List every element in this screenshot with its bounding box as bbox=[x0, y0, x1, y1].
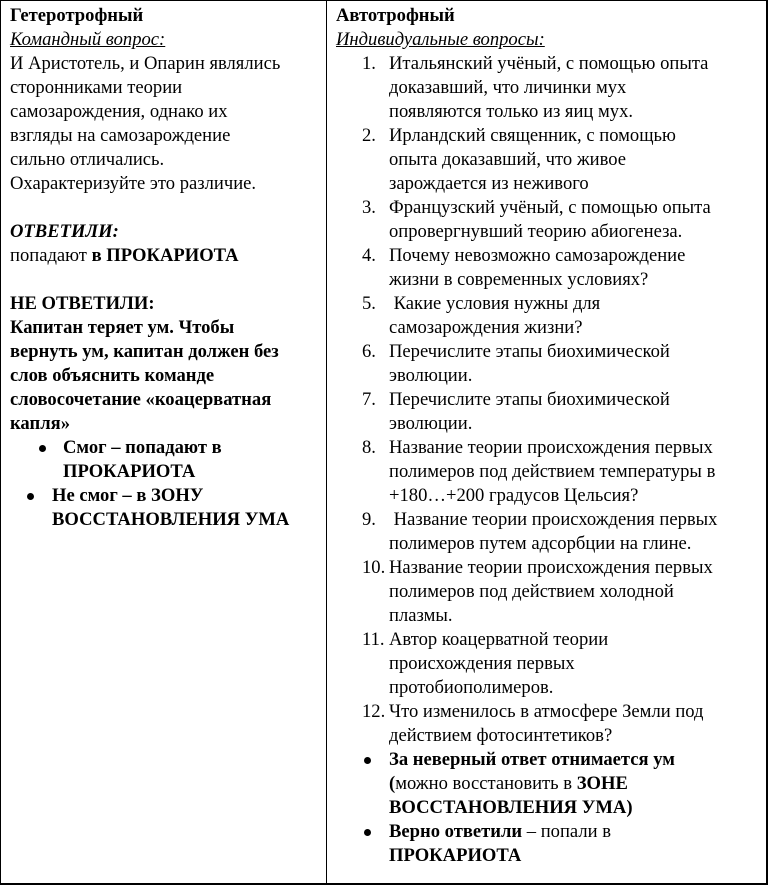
bullet-icon bbox=[364, 829, 371, 836]
question-line: Перечислите этапы биохимической bbox=[389, 389, 670, 410]
rule-line: ПРОКАРИОТА bbox=[389, 845, 522, 866]
question-number: 7. bbox=[362, 389, 376, 410]
question-line: протобиополимеров. bbox=[389, 677, 554, 698]
rule-line bbox=[389, 772, 766, 796]
bullet-line: Смог – попадают в bbox=[63, 437, 222, 458]
question-line: самозарождения жизни? bbox=[389, 317, 583, 338]
rule-line: ВОССТАНОВЛЕНИЯ УМА) bbox=[389, 797, 633, 818]
bullet-icon bbox=[27, 493, 34, 500]
question-item bbox=[336, 292, 766, 340]
question-item bbox=[336, 388, 766, 436]
answered-label: ОТВЕТИЛИ: bbox=[10, 221, 119, 242]
question-line: зарождается из неживого bbox=[389, 173, 589, 194]
answered-text: попадают bbox=[10, 245, 92, 266]
answered-destination: в ПРОКАРИОТА bbox=[91, 245, 239, 266]
question-line: происхождения первых bbox=[389, 653, 575, 674]
question-line: действием фотосинтетиков? bbox=[389, 725, 613, 746]
question-number: 11. bbox=[362, 629, 385, 650]
question-number: 9. bbox=[362, 509, 376, 530]
task-line: Капитан теряет ум. Чтобы bbox=[10, 317, 235, 338]
question-line: эволюции. bbox=[389, 365, 473, 386]
team-question-text bbox=[10, 52, 326, 196]
bullet-line: ПРОКАРИОТА bbox=[63, 461, 196, 482]
question-line: сторонниками теории bbox=[10, 77, 183, 98]
question-line: доказавший, что личинки мух bbox=[389, 77, 627, 98]
autotroph-title: Автотрофный bbox=[336, 5, 455, 26]
bullet-line: Не смог – в ЗОНУ bbox=[52, 485, 204, 506]
bullet-line: ВОССТАНОВЛЕНИЯ УМА bbox=[52, 509, 290, 530]
task-line: капля» bbox=[10, 413, 70, 434]
question-line: появляются только из яиц мух. bbox=[389, 101, 634, 122]
task-line: слов объяснить команде bbox=[10, 365, 215, 386]
bullet-icon bbox=[364, 757, 371, 764]
task-line: словосочетание «коацерватная bbox=[10, 389, 272, 410]
question-line: +180…+200 градусов Цельсия? bbox=[389, 485, 639, 506]
question-line: Перечислите этапы биохимической bbox=[389, 341, 670, 362]
question-line: полимеров под действием температуры в bbox=[389, 461, 716, 482]
question-number: 2. bbox=[362, 125, 376, 146]
question-item bbox=[336, 556, 766, 628]
question-line: сильно отличались. bbox=[10, 149, 165, 170]
question-line: И Аристотель, и Опарин являлись bbox=[10, 53, 281, 74]
paren: ( bbox=[389, 773, 396, 794]
question-line: Какие условия нужны для bbox=[389, 293, 601, 314]
rule-line: За неверный ответ отнимается ум bbox=[389, 749, 675, 770]
rule-zone: ЗОНЕ bbox=[576, 773, 628, 794]
question-line: жизни в современных условиях? bbox=[389, 269, 649, 290]
question-line: эволюции. bbox=[389, 413, 473, 434]
question-line: Название теории происхождения первых bbox=[389, 557, 713, 578]
question-item bbox=[336, 628, 766, 700]
heterotroph-title: Гетеротрофный bbox=[10, 5, 144, 26]
answered-result bbox=[10, 244, 326, 268]
question-line: самозарождения, однако их bbox=[10, 101, 228, 122]
task-line: вернуть ум, капитан должен без bbox=[10, 341, 279, 362]
heterotroph-cell bbox=[1, 1, 327, 883]
individual-questions-label: Индивидуальные вопросы: bbox=[336, 29, 545, 50]
rule-correct-answer bbox=[336, 820, 766, 868]
not-answered-label: НЕ ОТВЕТИЛИ: bbox=[10, 293, 155, 314]
question-line: полимеров путем адсорбции на глине. bbox=[389, 533, 692, 554]
question-item bbox=[336, 124, 766, 196]
questions-list bbox=[336, 52, 766, 748]
captain-task bbox=[10, 316, 326, 436]
question-line: Название теории происхождения первых bbox=[389, 509, 718, 530]
question-line: плазмы. bbox=[389, 605, 453, 626]
question-number: 1. bbox=[362, 53, 376, 74]
question-item bbox=[336, 196, 766, 244]
rule-correct-label: Верно ответили bbox=[389, 821, 523, 842]
question-item bbox=[336, 700, 766, 748]
question-number: 12. bbox=[362, 701, 386, 722]
rule-text: – попали в bbox=[522, 821, 611, 842]
rule-line bbox=[389, 820, 766, 844]
question-number: 3. bbox=[362, 197, 376, 218]
bullet-fail bbox=[10, 484, 326, 532]
question-line: взгляды на самозарождение bbox=[10, 125, 231, 146]
bullet-success bbox=[10, 436, 326, 484]
autotroph-cell bbox=[327, 1, 766, 883]
question-item bbox=[336, 436, 766, 508]
question-line: Ирландский священник, с помощью bbox=[389, 125, 676, 146]
question-item bbox=[336, 340, 766, 388]
question-line: Почему невозможно самозарождение bbox=[389, 245, 686, 266]
rule-wrong-answer bbox=[336, 748, 766, 820]
question-number: 8. bbox=[362, 437, 376, 458]
question-item bbox=[336, 52, 766, 124]
question-line: Итальянский учёный, с помощью опыта bbox=[389, 53, 709, 74]
question-item bbox=[336, 508, 766, 556]
question-line: Автор коацерватной теории bbox=[389, 629, 609, 650]
question-line: Французский учёный, с помощью опыта bbox=[389, 197, 711, 218]
question-line: опровергнувший теорию абиогенеза. bbox=[389, 221, 683, 242]
question-line: Охарактеризуйте это различие. bbox=[10, 173, 257, 194]
question-line: Что изменилось в атмосфере Земли под bbox=[389, 701, 704, 722]
question-number: 6. bbox=[362, 341, 376, 362]
question-line: Название теории происхождения первых bbox=[389, 437, 713, 458]
question-number: 10. bbox=[362, 557, 386, 578]
bullet-icon bbox=[39, 445, 46, 452]
rule-text: можно восстановить в bbox=[395, 773, 577, 794]
question-number: 4. bbox=[362, 245, 376, 266]
question-number: 5. bbox=[362, 293, 376, 314]
question-item bbox=[336, 244, 766, 292]
question-line: полимеров под действием холодной bbox=[389, 581, 674, 602]
team-question-label: Командный вопрос: bbox=[10, 29, 166, 50]
question-line: опыта доказавший, что живое bbox=[389, 149, 627, 170]
